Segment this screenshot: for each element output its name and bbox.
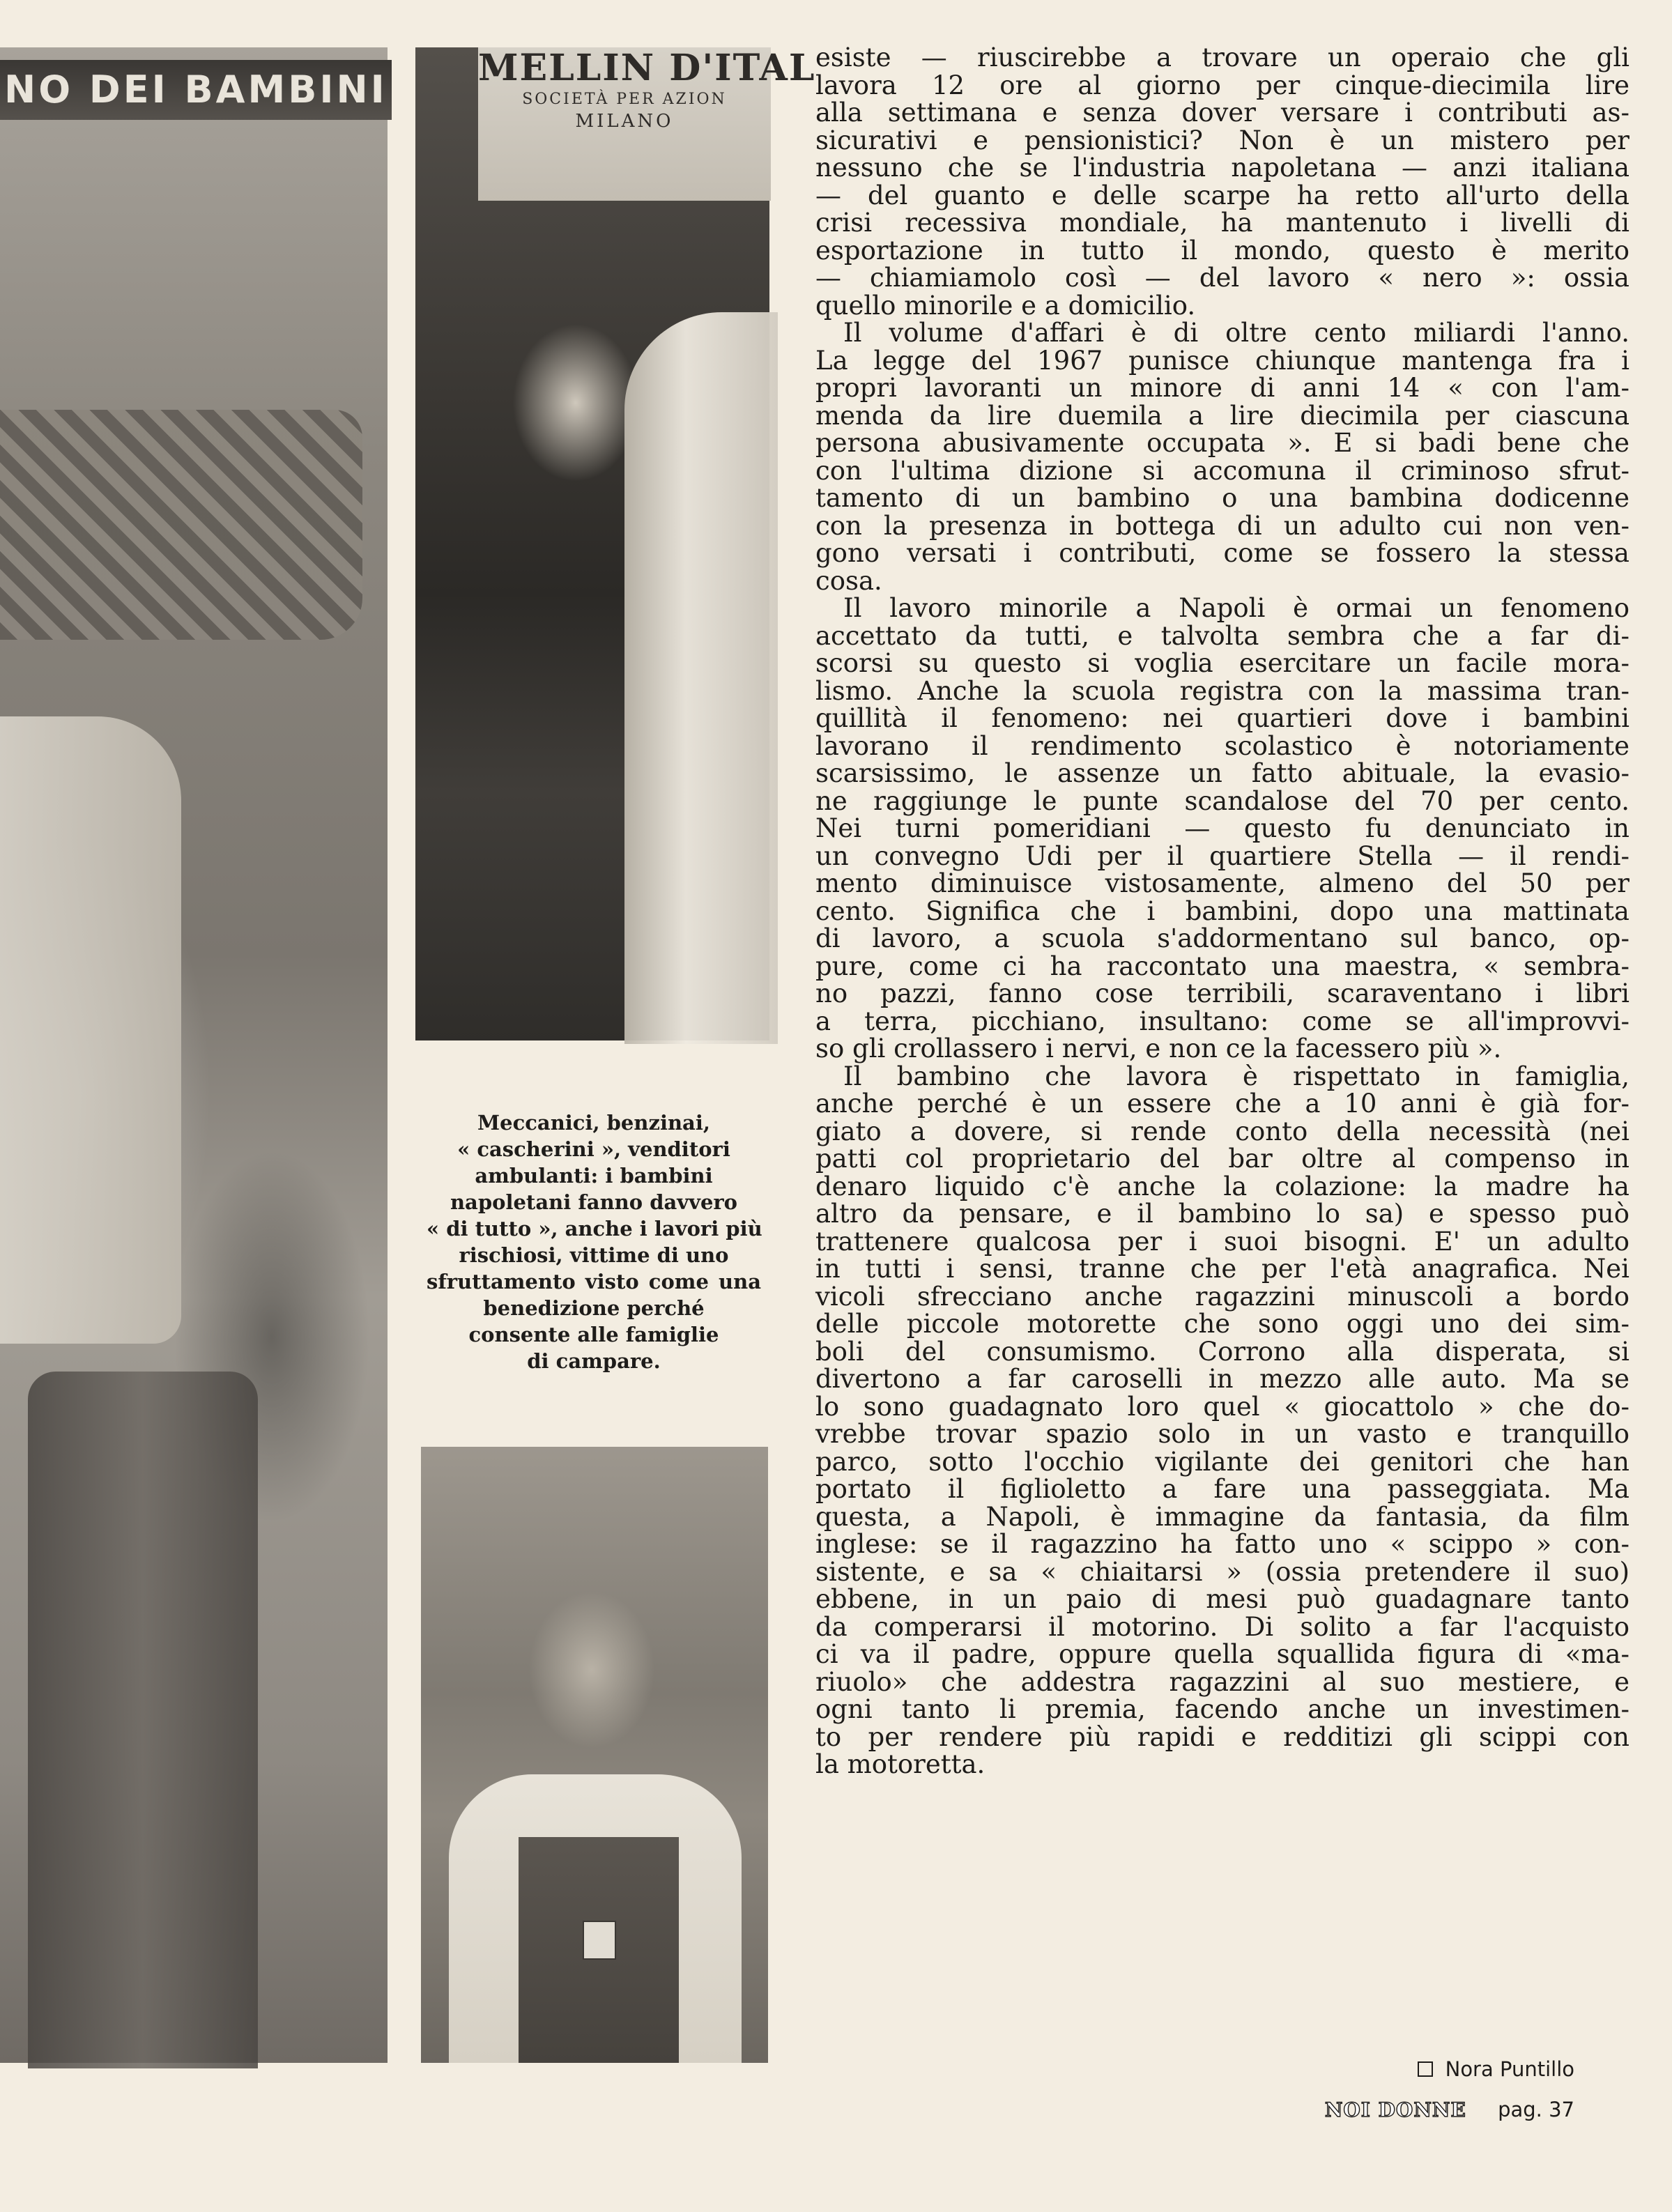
article-line: Il lavoro minorile a Napoli è ormai un fenomeno [843, 593, 1629, 623]
article-line: cento. Significa che i bambini, dopo una mattinata [815, 896, 1629, 926]
article-line: no pazzi, fanno cose terribili, scaraventano i libri [815, 978, 1629, 1008]
article-line: lavorano il rendimento scolastico è notoriamente [815, 730, 1629, 761]
article-line: inglese: se il ragazzino ha fatto uno « scippo » con- [815, 1529, 1629, 1559]
photo-sign-text: NO DEI BAMBINI [0, 60, 392, 120]
article-line: alla settimana e senza dover versare i contributi as- [815, 98, 1629, 128]
article-line: vicoli sfrecciano anche ragazzini minuscoli a bordo [815, 1281, 1629, 1312]
article-line: questa, a Napoli, è immagine da fantasia, da film [815, 1501, 1629, 1532]
caption-line: di campare. [527, 1349, 661, 1373]
article-line: giato a dovere, si rende conto della necessità (nei [815, 1116, 1629, 1146]
article-line: esportazione in tutto il mondo, questo è merito [815, 235, 1629, 266]
article-line: altro da pensare, e il bambino lo sa) e spesso può [815, 1199, 1629, 1229]
caption-line: Meccanici, benzinai, [477, 1111, 710, 1135]
article-line: sistente, e sa « chiaitarsi » (ossia pretendere il suo) [815, 1556, 1629, 1587]
article-line: quillità il fenomeno: nei quartieri dove i bambini [815, 703, 1629, 733]
article-line: lismo. Anche la scuola registra con la massima tran- [815, 675, 1629, 706]
photo-boy-with-box [415, 47, 816, 1040]
cloth-shape [624, 312, 778, 1044]
article-line: ci va il padre, oppure quella squallida figura di «ma- [815, 1639, 1629, 1669]
article-line: La legge del 1967 punisce chiunque mantenga fra i [815, 345, 1629, 376]
article-line: riuolo» che addestra ragazzini al suo mestiere, e [815, 1666, 1629, 1697]
article-line: patti col proprietario del bar oltre al compenso in [815, 1144, 1629, 1174]
article-line: un convegno Udi per il quartiere Stella — il rendi- [815, 840, 1629, 871]
article-line: accettato da tutti, e talvolta sembra che a far di- [815, 620, 1629, 651]
article-line: scorsi su questo si voglia esercitare un facile mora- [815, 648, 1629, 678]
article-line: con l'ultima dizione si accomuna il criminoso sfrut- [815, 455, 1629, 486]
article-line: Il volume d'affari è di oltre cento miliardi l'anno. [843, 318, 1629, 348]
article-line: Nei turni pomeridiani — questo fu denunciato in [815, 813, 1629, 843]
article-line: la motoretta. [815, 1749, 985, 1779]
article-line: mento diminuisce vistosamente, almeno del 50 per [815, 868, 1629, 898]
article-line: pure, come ci ha raccontato una maestra, « sembra- [815, 951, 1629, 981]
article-line: delle piccole motorette che sono oggi uno dei sim- [815, 1309, 1629, 1339]
magazine-masthead: NOI DONNE [1324, 2098, 1466, 2121]
article-line: nessuno che se l'industria napoletana — anzi italiana [815, 153, 1629, 183]
article-line: ne raggiunge le punte scandalose del 70 per cento. [815, 785, 1629, 816]
article-line: portato il figlioletto a fare una passeggiata. Ma [815, 1474, 1629, 1504]
article-line: trattenere qualcosa per i suoi bisogni. E' un adulto [815, 1226, 1629, 1257]
article-line: crisi recessiva mondiale, ha mantenuto i livelli di [815, 208, 1629, 238]
caption-line: « di tutto », anche i lavori più [427, 1217, 762, 1241]
article-line: persona abusivamente occupata ». E si badi bene che [815, 428, 1629, 458]
article-line: so gli crollassero i nervi, e non ce la facessero più ». [815, 1034, 1502, 1063]
article-line: quello minorile e a domicilio. [815, 290, 1196, 321]
article-line: scarsissimo, le assenze un fatto abituale, la evasio- [815, 758, 1629, 788]
overalls-badge [583, 1921, 616, 1960]
article-line: menda da lire duemila a lire diecimila per ciascuna [815, 400, 1629, 431]
article-line: lavora 12 ore al giorno per cinque-diecimila lire [815, 70, 1629, 100]
caption-line: napoletani fanno davvero [450, 1190, 738, 1214]
basket-shape [0, 410, 362, 640]
article-line: — del guanto e delle scarpe ha retto all'urto della [815, 180, 1629, 210]
article-line: di lavoro, a scuola s'addormentano sul banco, op- [815, 923, 1629, 953]
article-line: divertono a far caroselli in mezzo alle auto. Ma se [815, 1364, 1629, 1394]
article-line: anche perché è un essere che a 10 anni è già for- [815, 1089, 1629, 1119]
box-label-line-3: MILANO [575, 111, 674, 132]
article-line: sicurativi e pensionistici? Non è un mistero per [815, 125, 1629, 155]
end-mark-icon [1418, 2061, 1433, 2077]
article-line: ebbene, in un paio di mesi può guadagnare tanto [815, 1584, 1629, 1614]
article-line: da comperarsi il motorino. Di solito a far l'acquisto [815, 1611, 1629, 1642]
caption-line: sfruttamento visto come una [427, 1270, 761, 1293]
article-line: — chiamiamolo così — del lavoro « nero »: ossia [815, 263, 1629, 293]
article-line: cosa. [815, 565, 882, 596]
article-line: tamento di un bambino o una bambina dodicenne [815, 483, 1629, 513]
article-line: vrebbe trovar spazio solo in un vasto e tranquillo [815, 1419, 1629, 1449]
author-name: Nora Puntillo [1445, 2057, 1574, 2081]
article-line: esiste — riuscirebbe a trovare un operaio che gli [815, 43, 1629, 72]
article-line: Il bambino che lavora è rispettato in famiglia, [843, 1061, 1629, 1091]
caption-line: « cascherini », venditori [457, 1137, 730, 1161]
article-line: boli del consumismo. Corrono alla disperata, si [815, 1336, 1629, 1367]
photo-caption [427, 1109, 761, 1374]
caption-line: benedizione perché [483, 1296, 705, 1320]
article-line: con la presenza in bottega di un adulto cui non ven- [815, 510, 1629, 541]
shirt-shape [0, 716, 181, 1344]
box-label-line-2: SOCIETÀ PER AZION [522, 91, 727, 108]
byline [1418, 2057, 1574, 2081]
article-line: to per rendere più rapidi e redditizi gli scippi con [815, 1721, 1629, 1752]
article-line: ogni tanto li premia, facendo anche un investimen- [815, 1694, 1629, 1724]
article-line: in tutti i sensi, tranne che per l'età anagrafica. Nei [815, 1254, 1629, 1284]
photo-boy-carrying-basket [0, 47, 388, 2063]
article-line: a terra, picchiano, insultano: come se all'improvvi- [815, 1006, 1629, 1036]
article-line: gono versati i contributi, come se fossero la stessa [815, 538, 1629, 568]
article-line: lo sono guadagnato loro quel « giocattolo » che do- [815, 1391, 1629, 1422]
article-body [815, 44, 1629, 1779]
caption-line: rischiosi, vittime di uno [459, 1243, 729, 1267]
box-label [478, 47, 816, 201]
page-footer [1325, 2098, 1574, 2121]
article-line: propri lavoranti un minore di anni 14 « con l'am- [815, 373, 1629, 403]
page-number: pag. 37 [1498, 2098, 1574, 2121]
caption-line: ambulanti: i bambini [475, 1164, 713, 1188]
article-line: denaro liquido c'è anche la colazione: la madre ha [815, 1171, 1629, 1201]
legs-shape [28, 1372, 258, 2068]
box-label-line-1: MELLIN D'ITAL [478, 47, 816, 89]
article-line: parco, sotto l'occhio vigilante dei genitori che han [815, 1446, 1629, 1477]
photo-boy-in-overalls [421, 1447, 768, 2063]
caption-line: consente alle famiglie [468, 1323, 719, 1346]
